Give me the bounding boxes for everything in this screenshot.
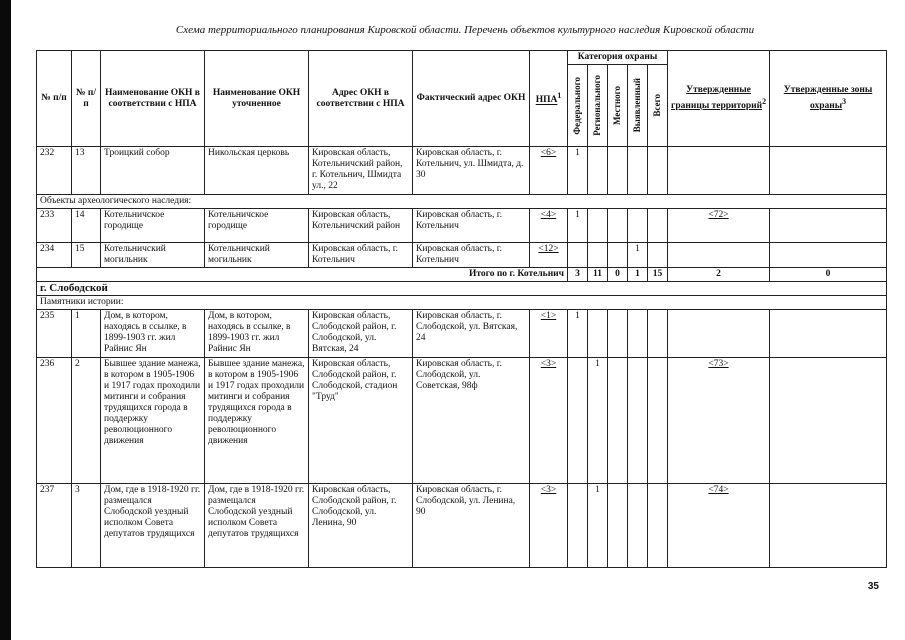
header-address-npa: Адрес ОКН в соответствии с НПА xyxy=(309,51,413,147)
section-heading-archeology: Объекты археологического наследия: xyxy=(37,195,887,209)
npa-reference[interactable]: <3> xyxy=(530,358,568,484)
page-title: Схема территориального планирования Кировской области. Перечень объектов культурного наследия Кировской области xyxy=(175,24,755,36)
header-num-2: № п/п xyxy=(72,51,101,147)
npa-reference[interactable]: <3> xyxy=(530,484,568,568)
table-row: 236 2 Бывшее здание манежа, в котором в 1905-1906 и 1917 годах проходили митинги и собрания трудящихся города в поддержку революционного движения Бывшее здание манежа, в котором в 1905-1906 и 1917 годах проходили митинги и собрания трудящихся города в поддержку революционного движения Кировская область, Слободской район, г. Слободской, стадион "Труд" Кировская область, г. Слободской, ул. Советская, 98ф <3> 1 <73> xyxy=(37,358,887,484)
total-label: Итого по г. Котельнич xyxy=(37,268,568,282)
header-cat-local: Местного xyxy=(608,65,628,147)
header-approved-borders: Утвержденные границы территорий$^2$ xyxy=(668,51,770,147)
header-address-actual: Фактический адрес ОКН xyxy=(413,51,530,147)
npa-reference[interactable]: <12> xyxy=(530,243,568,268)
header-cat-federal: Федерального xyxy=(568,65,588,147)
scan-left-edge xyxy=(0,0,11,640)
header-cat-identified: Выявленный xyxy=(628,65,648,147)
city-heading: г. Слободской xyxy=(37,282,887,296)
header-category-group: Категория охраны xyxy=(568,51,668,65)
total-row: Итого по г. Котельнич 3 11 0 1 15 2 0 xyxy=(37,268,887,282)
npa-reference[interactable]: <1> xyxy=(530,310,568,358)
header-approved-zones: Утвержденные зоны охраны$^3$ xyxy=(770,51,887,147)
header-cat-total: Всего xyxy=(648,65,668,147)
table-row: 234 15 Котельничский могильник Котельничский могильник Кировская область, г. Котельнич Кировская область, г. Котельнич <12> 1 xyxy=(37,243,887,268)
table-row: 233 14 Котельничское городище Котельничское городище Кировская область, Котельничский район Кировская область, г. Котельнич <4> 1 <72> xyxy=(37,209,887,243)
header-num: № п/п xyxy=(37,51,72,147)
header-npa: НПА$^1$ xyxy=(530,51,568,147)
table-row: 235 1 Дом, в котором, находясь в ссылке, в 1899-1903 гг. жил Райнис Ян Дом, в котором, находясь в ссылке, в 1899-1903 гг. жил Райнис Ян Кировская область, Слободской район, г. Слободской, ул. Вятская, 24 Кировская область, г. Слободской, ул. Вятская, 24 <1> 1 xyxy=(37,310,887,358)
header-name-npa: Наименование ОКН в соответствии с НПА xyxy=(101,51,205,147)
npa-reference[interactable]: <6> xyxy=(530,147,568,195)
heritage-register-table xyxy=(36,50,887,568)
table-row: 232 13 Троицкий собор Никольская церковь Кировская область, Котельничский район, г. Котельнич, Шмидта ул., 22 Кировская область, г. Котельнич, ул. Шмидта, д. 30 <6> 1 xyxy=(37,147,887,195)
borders-reference[interactable]: <74> xyxy=(668,484,770,568)
page-number: 35 xyxy=(867,581,879,592)
header-name-refined: Наименование ОКН уточненное xyxy=(205,51,309,147)
borders-reference[interactable]: <72> xyxy=(668,209,770,243)
borders-reference[interactable]: <73> xyxy=(668,358,770,484)
section-heading-history: Памятники истории: xyxy=(37,296,887,310)
npa-reference[interactable]: <4> xyxy=(530,209,568,243)
header-cat-regional: Регионального xyxy=(588,65,608,147)
table-row: 237 3 Дом, где в 1918-1920 гг. размещался Слободской уездный исполком Совета депутатов трудящихся Дом, где в 1918-1920 гг. размещался Слободской уездный исполком Совета депутатов трудящихся Кировская область, Слободской район, г. Слободской, ул. Ленина, 90 Кировская область, г. Слободской, ул. Ленина, 90 <3> 1 <74> xyxy=(37,484,887,568)
